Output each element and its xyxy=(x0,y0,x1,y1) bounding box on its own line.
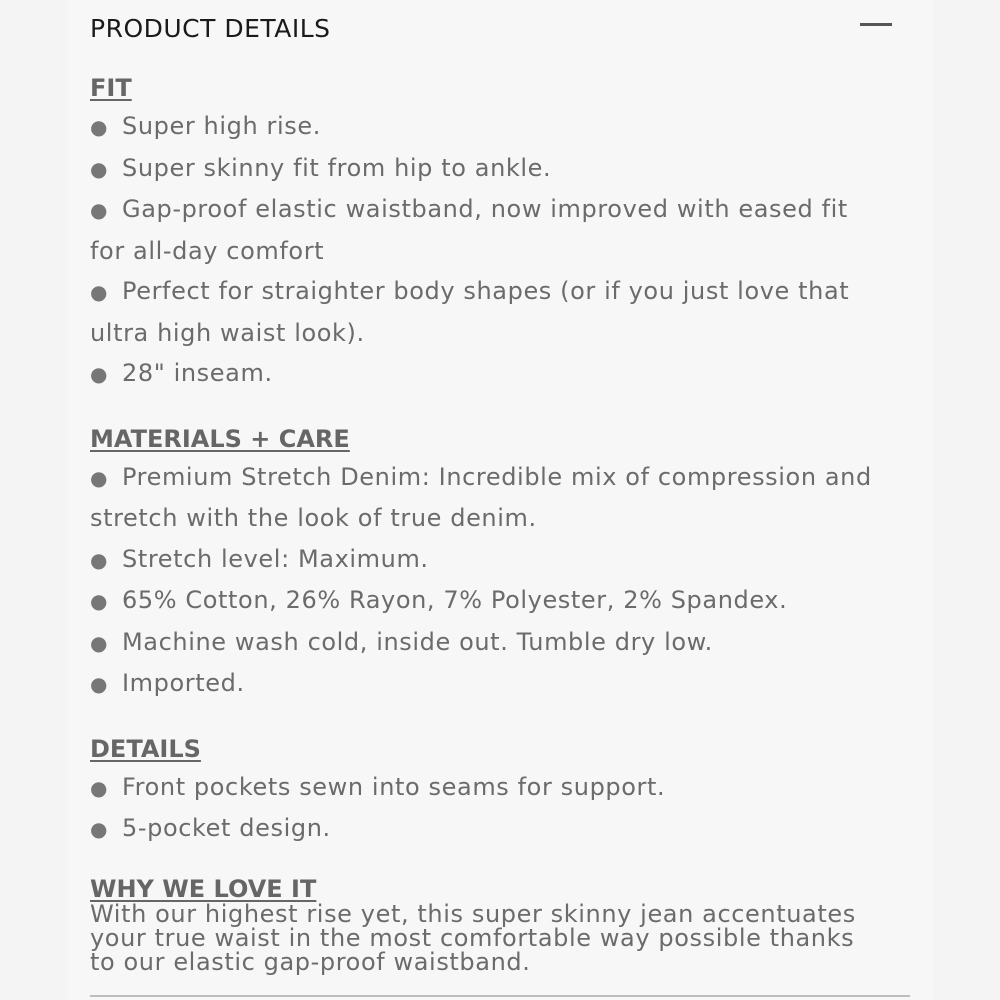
list-item: ● Premium Stretch Denim: Incredible mix of compression and xyxy=(90,457,920,499)
bullet-icon: ● xyxy=(90,775,109,800)
list-item: ● 65% Cotton, 26% Rayon, 7% Polyester, 2% Spandex. xyxy=(90,580,920,622)
materials-list xyxy=(90,457,920,705)
list-item-continuation: stretch with the look of true denim. xyxy=(90,504,537,532)
list-item: ● 5-pocket design. xyxy=(90,808,920,850)
bullet-icon: ● xyxy=(90,156,109,181)
details-list xyxy=(90,767,920,850)
accordion-header[interactable] xyxy=(90,10,910,50)
list-item: ● Machine wash cold, inside out. Tumble dry low. xyxy=(90,622,920,664)
bullet-icon: ● xyxy=(90,589,109,613)
bullet-icon: ● xyxy=(90,115,109,139)
list-item: ● Super skinny fit from hip to ankle. xyxy=(90,148,920,190)
paragraph-line: your true waist in the most comfortable way possible thanks xyxy=(90,923,855,952)
list-item-continuation: ultra high waist look). xyxy=(90,318,365,347)
paragraph-line: to our elastic gap-proof waistband. xyxy=(90,947,531,976)
list-item: ● 28" inseam. xyxy=(90,353,920,395)
bullet-icon: ● xyxy=(90,817,109,841)
paragraph-line: With our highest rise yet, this super skinny jean accentuates xyxy=(90,899,856,928)
section-heading-why: WHY WE LOVE IT xyxy=(90,874,317,903)
accordion-title: PRODUCT DETAILS xyxy=(90,14,331,43)
section-heading-materials: MATERIALS + CARE xyxy=(90,424,350,453)
bullet-icon: ● xyxy=(90,198,109,222)
collapse-button[interactable] xyxy=(855,12,895,40)
bullet-icon: ● xyxy=(90,465,109,490)
list-item-continuation: for all-day comfort xyxy=(90,236,325,265)
list-item: ● Super high rise. xyxy=(90,106,920,148)
section-heading-fit: FIT xyxy=(90,74,132,102)
list-item: ● Perfect for straighter body shapes (or if you just love that xyxy=(90,271,920,313)
product-details-content xyxy=(90,70,920,974)
section-heading-details: DETAILS xyxy=(90,734,201,763)
list-item: ● Imported. xyxy=(90,663,920,705)
minus-icon xyxy=(860,23,892,26)
list-item: ● Stretch level: Maximum. xyxy=(90,539,920,581)
list-item: ● Gap-proof elastic waistband, now improved with eased fit xyxy=(90,189,920,231)
bullet-icon: ● xyxy=(90,362,109,386)
fit-list xyxy=(90,106,920,395)
list-item: ● Front pockets sewn into seams for support. xyxy=(90,767,920,809)
bullet-icon: ● xyxy=(90,280,109,304)
section-divider xyxy=(90,995,910,997)
bullet-icon: ● xyxy=(90,547,109,572)
bullet-icon: ● xyxy=(90,672,109,696)
why-we-love-it-text xyxy=(90,899,920,976)
bullet-icon: ● xyxy=(90,630,109,655)
